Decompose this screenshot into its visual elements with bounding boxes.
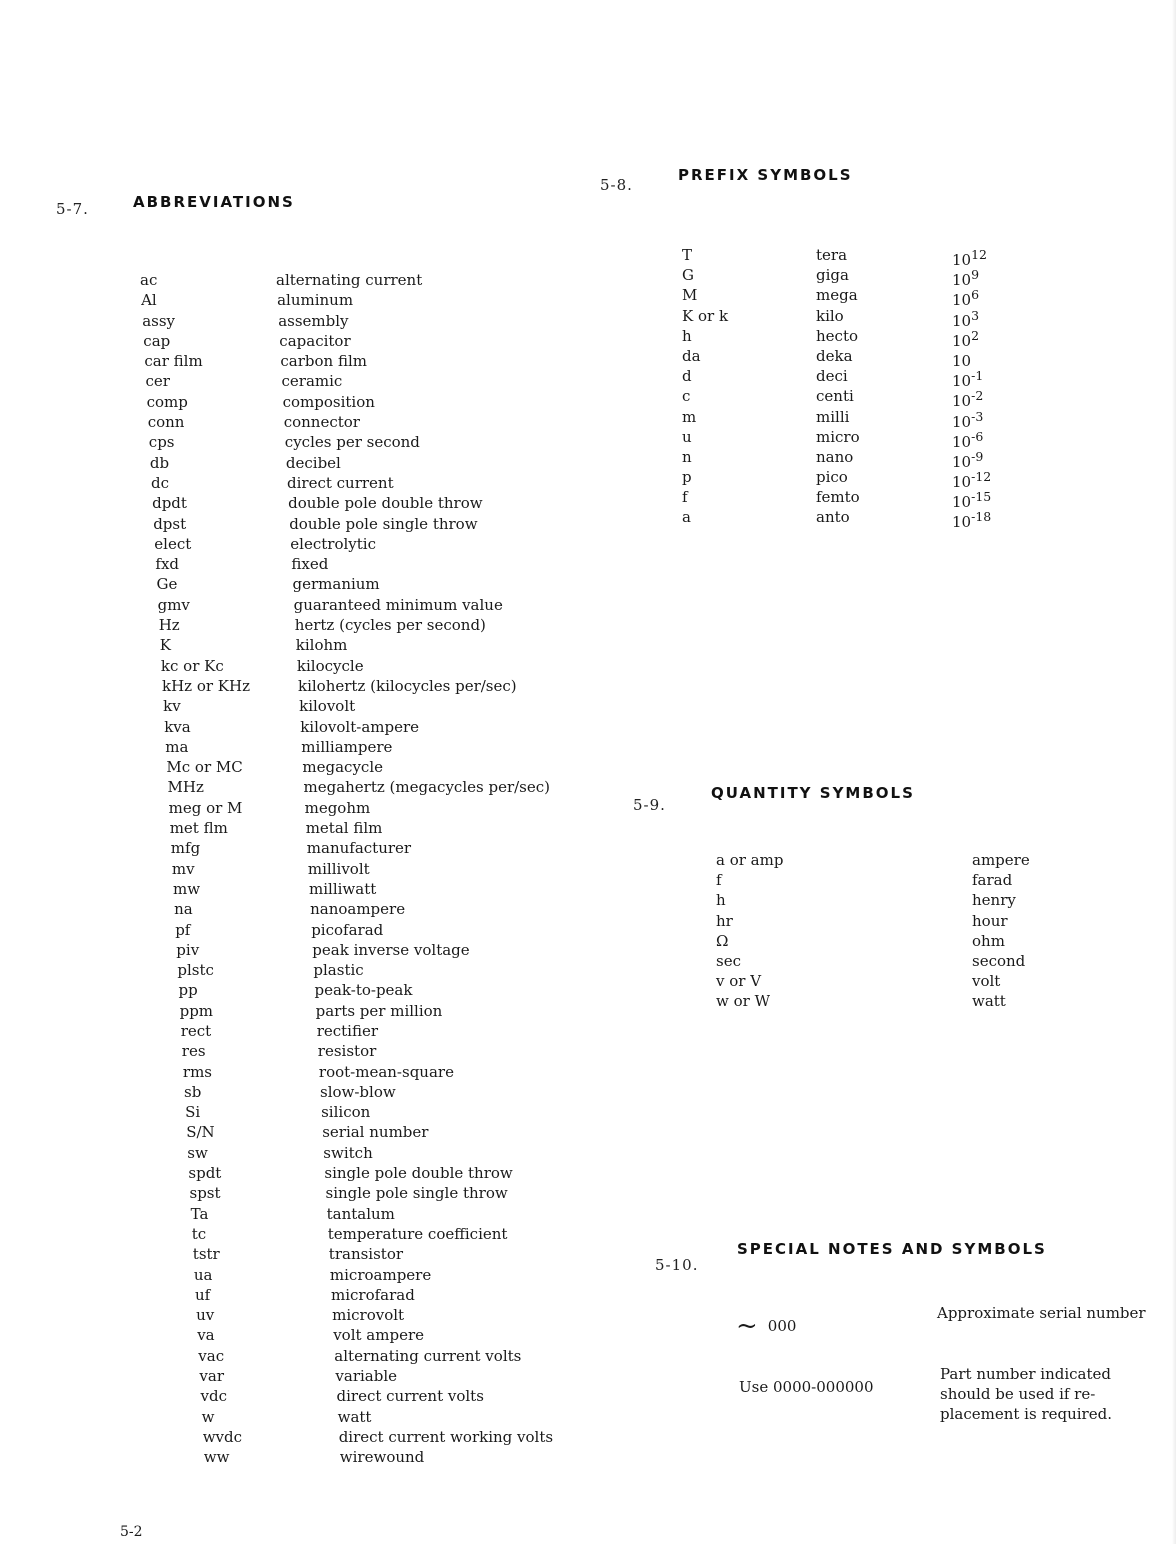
abbreviation-code: car film [144,352,203,371]
abbreviation-desc: watt [337,1407,372,1426]
abbreviation-row [196,1305,676,1325]
abbreviation-desc: direct current [287,473,394,492]
quantity-unit: henry [972,891,1016,910]
prefix-name: nano [816,447,854,466]
abbreviation-desc: alternating current volts [334,1346,522,1365]
prefix-symbol: p [682,468,692,487]
approx-serial-desc: Approximate serial number [937,1304,1146,1322]
quantity-title: QUANTITY SYMBOLS [711,784,915,802]
abbreviation-desc: aluminum [277,291,354,310]
abbreviation-desc: millivolt [307,859,370,878]
abbreviation-desc: metal film [305,819,383,838]
quantity-table [716,850,1056,1012]
abbreviation-row [162,676,642,696]
abbreviation-code: K [159,636,172,655]
abbreviation-code: Al [141,291,157,310]
quantity-unit: ohm [972,931,1005,950]
abbreviation-row [197,1325,677,1345]
abbreviation-desc: connector [283,413,360,432]
quantity-row [716,931,1056,951]
abbreviation-row [154,534,634,554]
abbreviation-row [195,1285,675,1305]
quantity-unit: watt [972,992,1006,1011]
abbreviation-code: ppm [179,1001,214,1020]
abbreviation-desc: switch [323,1143,373,1162]
abbreviation-row [170,818,650,838]
prefix-name: micro [816,427,860,446]
prefix-row [682,487,1042,512]
abbreviation-desc: germanium [292,575,380,594]
abbreviation-code: pp [178,981,198,1000]
abbreviation-desc: double pole double throw [288,494,483,513]
prefix-row [682,245,1042,269]
abbreviation-code: Hz [158,616,180,635]
abbreviation-desc: picofarad [311,920,384,939]
quantity-unit: second [972,951,1026,970]
abbreviation-row [204,1447,684,1467]
prefix-power-exponent: 12 [971,247,987,262]
prefix-power-base: 10 [952,412,972,431]
abbreviation-desc: kilohertz (kilocycles per/sec) [298,676,517,695]
prefix-name: mega [816,286,858,305]
abbreviation-desc: decibel [285,453,341,472]
prefix-symbol: da [682,346,701,365]
abbreviation-row [146,371,626,391]
abbreviation-row [151,473,631,493]
quantity-symbol: sec [716,951,741,970]
prefix-row [682,326,1042,350]
prefix-symbol: K or k [682,306,729,325]
quantity-symbol: a or amp [716,851,784,869]
abbreviation-code: rect [180,1021,212,1040]
prefix-power-exponent: -12 [971,469,992,485]
abbreviation-code: dpst [153,514,187,533]
abbreviation-desc: direct current volts [336,1387,484,1406]
abbreviation-desc: kilohm [295,636,348,655]
prefix-power-exponent: -1 [971,368,984,384]
prefix-power-base: 10 [952,251,972,269]
prefix-name: kilo [816,306,844,325]
prefix-power-exponent: 2 [971,327,980,343]
prefix-symbol: m [682,407,697,426]
abbreviation-row [158,595,638,615]
prefix-table [682,245,1042,532]
prefix-power-base: 10 [952,513,972,532]
abbreviation-desc: nanoampere [310,900,406,919]
abbreviation-code: sb [184,1082,202,1101]
abbreviation-desc: milliampere [301,737,393,756]
approx-serial-code: 000 [767,1317,797,1335]
abbreviation-code: vac [198,1346,225,1365]
abbreviation-row [182,1041,662,1061]
abbreviation-desc: assembly [278,311,349,330]
quantity-row [716,890,1056,910]
abbreviation-row [164,717,644,737]
abbreviation-row [149,432,629,452]
abbreviation-desc: double pole single throw [289,514,478,533]
abbreviation-row [142,311,622,331]
prefix-power-base: 10 [952,432,972,451]
prefix-row [682,366,1042,391]
abbreviation-desc: root-mean-square [318,1062,454,1081]
abbreviation-code: Si [185,1103,201,1122]
abbreviation-desc: wirewound [339,1448,425,1467]
abbreviation-row [169,798,649,818]
abbreviation-row [184,1082,664,1102]
quantity-row [716,971,1056,991]
abbreviation-row [147,392,627,412]
abbreviation-row [186,1122,666,1142]
abbreviation-desc: kilovolt [299,697,356,716]
prefix-power-base: 10 [952,493,972,512]
abbreviation-desc: single pole single throw [325,1184,508,1203]
abbreviation-row [199,1366,679,1386]
page-number: 5-2 [120,1524,143,1540]
abbreviation-code: dpdt [152,494,187,513]
abbreviation-row [203,1427,683,1447]
abbreviation-code: vdc [200,1387,227,1406]
abbreviation-row [155,554,635,574]
abbreviation-row [143,331,623,351]
abbreviation-desc: megacycle [302,758,384,777]
abbreviation-row [166,757,646,777]
quantity-row [716,911,1056,931]
abbreviation-row [180,1001,660,1021]
quantity-symbol: f [716,871,722,890]
abbreviation-row [171,838,651,858]
abbreviation-desc: tantalum [326,1204,395,1223]
abbreviation-desc: microfarad [331,1285,415,1304]
abbreviation-row [187,1143,667,1163]
abbreviation-code: cap [143,331,171,350]
abbreviation-row [185,1102,665,1122]
abbreviation-row [175,920,655,940]
prefix-title: PREFIX SYMBOLS [678,166,853,184]
abbreviation-row [144,351,624,371]
prefix-power-base: 10 [952,473,972,492]
abbreviation-row [183,1062,663,1082]
abbreviation-row [140,270,620,290]
quantity-unit: ampere [972,851,1030,869]
abbreviation-desc: slow-blow [320,1082,396,1101]
abbreviation-desc: alternating current [276,271,423,289]
abbreviation-row [188,1163,668,1183]
prefix-symbol: M [682,286,698,305]
prefix-row [682,386,1042,411]
prefix-power-exponent: -15 [971,489,992,505]
abbreviation-row [161,656,641,676]
prefix-power-exponent: 6 [971,287,980,303]
abbreviation-desc: megahertz (megacycles per/sec) [303,778,550,797]
prefix-row [682,346,1042,370]
abbreviation-code: dc [151,473,170,492]
prefix-power-base: 10 [952,452,972,471]
abbreviation-desc: electrolytic [290,534,376,553]
prefix-name: deka [816,346,853,365]
abbreviation-code: comp [146,392,188,411]
special-title: SPECIAL NOTES AND SYMBOLS [737,1240,1047,1258]
abbreviation-row [173,879,653,899]
abbreviation-desc: temperature coefficient [327,1224,508,1243]
abbreviation-code: ac [140,271,158,289]
abbreviation-code: uf [195,1285,211,1304]
abbreviation-row [198,1346,678,1366]
abbreviation-row [176,940,656,960]
abbreviation-code: cps [148,433,175,452]
abbreviation-desc: kilovolt-ampere [300,717,420,736]
use-part-symbol: Use 0000-000000 [739,1378,874,1396]
abbreviation-code: MHz [167,778,204,797]
prefix-power-base: 10 [952,291,972,310]
abbreviation-code: elect [154,534,192,553]
prefix-symbol: u [682,427,692,446]
abbreviation-desc: carbon film [280,352,368,371]
abbreviation-row [172,859,652,879]
abbreviation-row [159,615,639,635]
abbreviation-row [141,290,621,310]
abbreviation-code: gmv [157,595,190,614]
abbreviation-code: mw [173,879,201,898]
prefix-power-exponent: -3 [971,408,984,424]
abbreviation-row [168,777,648,797]
abbreviations-list [140,270,620,1468]
prefix-row [682,407,1042,431]
abbreviation-code: plstc [177,961,214,980]
prefix-power-exponent: 9 [971,267,980,283]
prefix-power-exponent: -2 [971,388,984,404]
prefix-name: femto [816,488,860,507]
abbreviation-code: res [181,1042,206,1061]
prefix-power-base: 10 [952,271,972,290]
abbreviation-desc: transistor [328,1245,404,1264]
prefix-power-exponent: -6 [971,428,984,444]
tilde-icon: ~ [736,1311,758,1341]
abbreviation-code: pf [175,920,191,939]
abbreviation-row [174,899,654,919]
quantity-unit: farad [972,871,1013,890]
quantity-symbol: h [716,891,726,910]
abbreviation-code: w [201,1407,215,1426]
quantity-symbol: v or V [716,972,762,991]
abbreviation-desc: guaranteed minimum value [293,595,503,614]
abbreviation-row [181,1021,661,1041]
abbreviation-code: rms [182,1062,212,1081]
prefix-name: centi [816,387,854,406]
quantity-symbol: Ω [716,931,729,950]
abbreviation-code: tc [191,1224,207,1243]
prefix-power-base: 10 [952,311,972,330]
prefix-row [682,467,1042,492]
abbreviation-row [160,635,640,655]
abbreviation-code: mfg [170,839,201,858]
abbreviation-code: spst [189,1184,221,1203]
abbreviation-code: spdt [188,1164,222,1183]
abbreviation-code: met flm [169,819,228,838]
prefix-power-exponent: 3 [971,307,980,323]
abbreviation-code: kva [164,717,191,736]
prefix-symbol: n [682,447,692,466]
abbreviation-code: Ta [190,1204,209,1223]
prefix-power-base: 10 [952,372,972,391]
abbreviation-desc: silicon [321,1103,371,1122]
abbreviation-desc: serial number [322,1123,429,1142]
prefix-row [682,285,1042,310]
quantity-symbol: hr [716,911,733,930]
abbreviation-code: na [174,900,193,919]
prefix-name: milli [816,407,850,426]
abbreviation-desc: cycles per second [284,433,420,452]
abbreviation-code: fxd [155,555,180,574]
prefix-section-number: 5-8. [600,176,633,194]
prefix-name: deci [816,367,848,386]
abbreviation-row [193,1244,673,1264]
prefix-row [682,265,1042,290]
abbreviation-desc: ceramic [281,372,343,391]
abbreviation-row [163,696,643,716]
prefix-symbol: h [682,326,692,345]
abbreviation-desc: composition [282,392,375,411]
abbreviation-desc: volt ampere [333,1326,424,1345]
abbreviation-desc: peak inverse voltage [312,940,470,959]
prefix-power-base: 10 [952,331,972,350]
abbreviation-code: S/N [186,1123,215,1142]
special-section-number: 5-10. [655,1256,699,1274]
abbreviation-row [191,1204,671,1224]
quantity-unit: volt [972,972,1001,991]
prefix-name: pico [816,468,848,487]
abbreviation-desc: manufacturer [306,839,412,858]
abbreviation-code: va [197,1326,215,1345]
use-part-desc: Part number indicated should be used if re-placement is required. [940,1365,1112,1423]
quantity-section-number: 5-9. [633,796,666,814]
abbreviation-desc: single pole double throw [324,1164,513,1183]
abbreviation-code: mv [171,859,195,878]
approx-serial-symbol [736,1311,797,1341]
abbreviation-code: assy [142,311,176,330]
prefix-symbol: f [682,488,688,507]
abbreviation-code: kv [163,697,181,716]
abbreviation-desc: microampere [329,1265,432,1284]
abbreviation-desc: rectifier [316,1021,379,1040]
abbreviation-desc: megohm [304,798,371,817]
abbreviation-desc: variable [335,1367,398,1386]
abbreviation-desc: hertz (cycles per second) [294,616,486,635]
prefix-power [952,507,991,532]
abbreviation-row [179,980,659,1000]
abbreviation-row [157,574,637,594]
abbreviation-code: ua [193,1265,213,1284]
prefix-symbol: T [682,246,693,264]
abbreviation-row [192,1224,672,1244]
prefix-power-base: 10 [952,351,972,370]
abbreviation-code: tstr [192,1245,220,1264]
scan-edge [1172,0,1176,1544]
abbreviation-desc: plastic [313,961,364,980]
abbreviation-code: meg or M [168,798,243,817]
prefix-row [682,507,1042,532]
prefix-name: anto [816,508,850,527]
prefix-row [682,306,1042,330]
prefix-symbol: G [682,266,694,285]
prefix-row [682,447,1042,471]
abbreviation-desc: resistor [317,1042,377,1061]
abbreviation-code: Mc or MC [166,758,243,777]
abbreviation-desc: direct current working volts [338,1427,554,1446]
abbreviation-desc: parts per million [315,1001,443,1020]
abbreviation-code: Ge [156,575,178,594]
prefix-name: hecto [816,326,858,345]
abbreviation-code: ma [165,737,189,756]
abbreviation-desc: kilocycle [296,656,364,675]
abbreviation-code: wvdc [202,1427,243,1446]
prefix-symbol: d [682,367,692,386]
abbreviation-code: cer [145,372,170,391]
abbreviation-row [177,960,657,980]
abbreviation-row [153,514,633,534]
abbreviation-row [194,1265,674,1285]
prefix-symbol: a [682,508,691,527]
abbreviation-desc: capacitor [279,331,351,350]
prefix-power-exponent: -18 [971,509,992,525]
quantity-row [716,991,1056,1011]
abbreviation-desc: microvolt [332,1306,405,1325]
prefix-power-base: 10 [952,392,972,411]
quantity-row [716,951,1056,971]
abbreviation-row [152,493,632,513]
abbreviation-row [201,1386,681,1406]
abbreviation-code: kc or Kc [160,656,224,675]
prefix-name: tera [816,246,848,264]
quantity-symbol: w or W [716,992,770,1011]
abbreviation-desc: milliwatt [309,879,377,898]
abbreviation-desc: fixed [291,555,329,574]
abbreviation-code: conn [147,413,185,432]
abbreviation-row [148,412,628,432]
quantity-row [716,850,1056,870]
quantity-unit: hour [972,911,1008,930]
prefix-name: giga [816,266,849,285]
abbreviation-row [165,737,645,757]
prefix-power-exponent: -9 [971,448,984,464]
abbreviation-row [150,453,630,473]
abbreviation-code: piv [176,940,200,959]
quantity-row [716,870,1056,890]
abbreviation-code: db [149,453,170,472]
abbreviations-title: ABBREVIATIONS [133,193,295,211]
abbreviation-row [202,1407,682,1427]
abbreviation-code: var [199,1367,224,1386]
abbreviation-code: ww [203,1448,230,1467]
abbreviation-code: uv [196,1306,215,1325]
prefix-symbol: c [682,387,691,406]
abbreviation-code: sw [187,1143,208,1162]
prefix-row [682,427,1042,451]
abbreviation-code: kHz or KHz [162,676,251,695]
abbreviation-desc: peak-to-peak [314,981,413,1000]
abbreviation-row [190,1183,670,1203]
abbreviations-section-number: 5-7. [56,200,89,218]
